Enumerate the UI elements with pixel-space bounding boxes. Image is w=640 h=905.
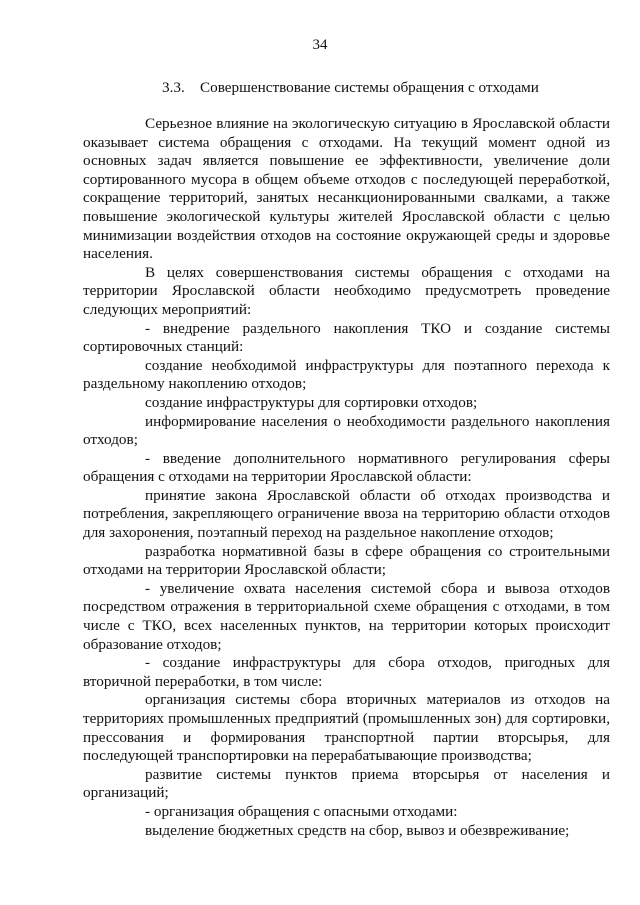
section-heading [162,79,602,97]
body-text [83,115,610,840]
list-item: развитие системы пунктов приема вторсырья от населения и организаций; [83,765,610,802]
section-title: Совершенствование системы обращения с отходами [200,79,539,96]
list-item: организация системы сбора вторичных материалов из отходов на территориях промышленных предприятий (промышленных зон) для сортировки, прессования и формирования транспортной партии вторсырья, для последующей транспортировки на перерабатывающие производства; [83,691,610,765]
list-item: выделение бюджетных средств на сбор, вывоз и обезвреживание; [145,821,570,839]
list-item: создание инфраструктуры для сортировки отходов; [145,393,478,411]
list-item: - организация обращения с опасными отходами: [145,802,458,820]
list-item: - создание инфраструктуры для сбора отходов, пригодных для вторичной переработки, в том числе: [83,654,610,690]
section-number: 3.3. [162,79,185,96]
list-item: принятие закона Ярославской области об отходах производства и потребления, закрепляющего ограничение ввоза на территорию области отходов для захоронения, поэтапный переход на раздельное накопление отходов; [83,486,610,542]
list-item: разработка нормативной базы в сфере обращения со строительными отходами на территории Ярославской области; [83,542,610,579]
list-item: - увеличение охвата населения системой сбора и вывоза отходов посредством отражения в территориальной схеме обращения с отходами, в том числе с ТКО, всех населенных пунктов, на территории которых происходит образование отходов; [83,579,610,653]
paragraph: В целях совершенствования системы обращения с отходами на территории Ярославской области необходимо предусмотреть проведение следующих мероприятий: [83,263,610,318]
paragraph: Серьезное влияние на экологическую ситуацию в Ярославской области оказывает система обращения с отходами. На текущий момент одной из основных задач является повышение ее эффективности, увеличение доли сортированного мусора в общем объеме отходов с последующей переработкой, сокращение территорий, занятых несанкционированными свалками, а также повышение экологической культуры жителей Ярославской области с целью минимизации воздействия отходов на состояние окружающей среды и здоровье населения. [83,115,610,263]
list-item: информирование населения о необходимости раздельного накопления отходов; [83,412,610,449]
page-number: 34 [312,37,328,53]
list-item: - введение дополнительного нормативного регулирования сферы обращения с отходами на территории Ярославской области: [83,449,610,486]
list-item: создание необходимой инфраструктуры для поэтапного перехода к раздельному накоплению отходов; [83,356,610,393]
list-item: - внедрение раздельного накопления ТКО и создание системы сортировочных станций: [83,319,610,356]
